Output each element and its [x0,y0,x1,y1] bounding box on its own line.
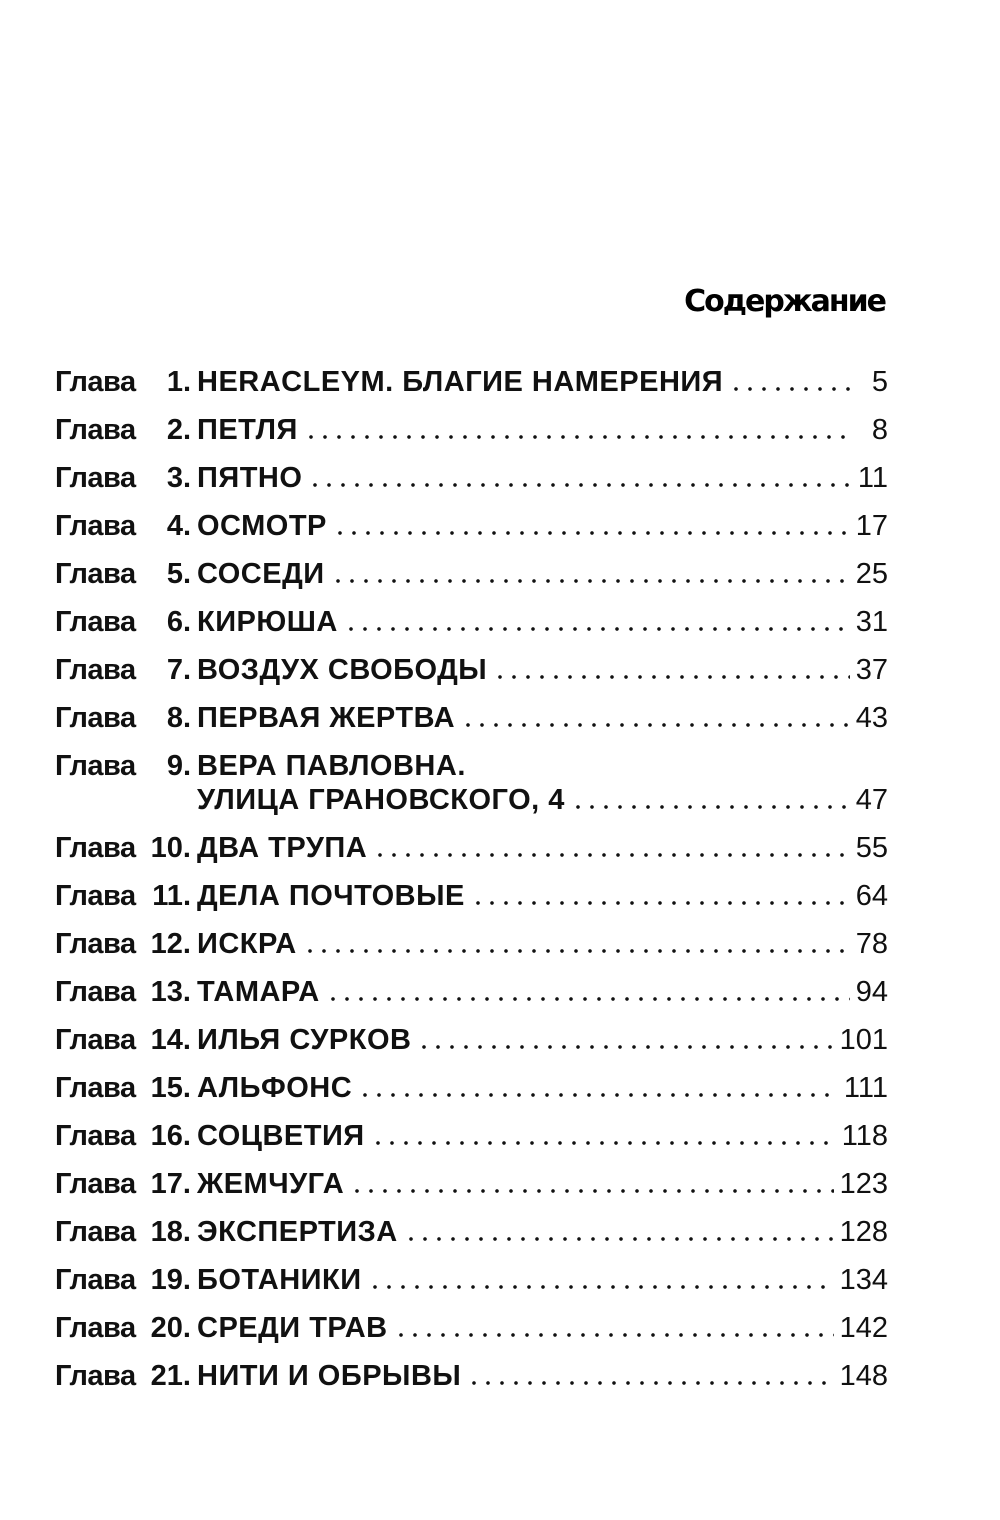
dot-leader [417,1045,833,1049]
chapter-label: Глава [55,414,136,446]
chapter-title: ЭКСПЕРТИЗА [197,1216,398,1248]
chapter-label: Глава [55,1264,136,1296]
dot-leader [333,531,850,535]
chapter-number: 11. [152,880,191,912]
chapter-label: Глава [55,510,136,542]
page-number: 8 [871,414,888,446]
chapter-number: 3. [166,462,191,494]
dot-leader [729,387,852,391]
dot-leader [404,1237,834,1241]
chapter-label: Глава [55,750,136,782]
page-number: 123 [839,1168,888,1200]
chapter-label: Глава [55,366,136,398]
chapter-title: ТАМАРА [197,976,320,1008]
chapter-label: Глава [55,1072,136,1104]
chapter-number: 7. [166,654,191,686]
dot-leader [371,1141,836,1145]
toc-entry [55,1072,888,1120]
chapter-title: ПЕРВАЯ ЖЕРТВА [197,702,456,734]
toc-entry [55,510,888,558]
dot-leader [344,627,850,631]
chapter-label: Глава [55,702,136,734]
chapter-label: Глава [55,1168,136,1200]
chapter-number: 14. [150,1024,191,1056]
page-number: 47 [855,784,888,816]
dot-leader [467,1381,833,1385]
page-number: 134 [839,1264,888,1296]
chapter-label: Глава [55,654,136,686]
chapter-number: 2. [166,414,191,446]
chapter-number: 17. [150,1168,191,1200]
chapter-title: ОСМОТР [197,510,327,542]
chapter-label: Глава [55,606,136,638]
chapter-label: Глава [55,1120,136,1152]
page-title: Содержание [684,284,885,319]
page-number: 5 [871,366,888,398]
chapter-title: ПЯТНО [197,462,303,494]
chapter-number: 12. [150,928,191,960]
toc-entry [55,1312,888,1360]
chapter-title: ЖЕМЧУГА [197,1168,345,1200]
toc-entry [55,558,888,606]
page-number: 101 [839,1024,888,1056]
chapter-title: ДВА ТРУПА [197,832,368,864]
chapter-label: Глава [55,1360,136,1392]
toc-entry [55,750,888,832]
chapter-label: Глава [55,880,136,912]
page-number: 111 [843,1072,888,1104]
chapter-title: НИТИ И ОБРЫВЫ [197,1360,462,1392]
dot-leader [394,1333,834,1337]
chapter-title: ВОЗДУХ СВОБОДЫ [197,654,488,686]
toc-entry [55,928,888,976]
toc-entry [55,1024,888,1072]
toc-entry [55,880,888,928]
chapter-number: 4. [166,510,191,542]
dot-leader [493,675,850,679]
chapter-title: ДЕЛА ПОЧТОВЫЕ [197,880,465,912]
dot-leader [373,853,850,857]
dot-leader [308,483,851,487]
chapter-label: Глава [55,1216,136,1248]
page-number: 11 [857,462,888,494]
page-number: 118 [841,1120,888,1152]
chapter-title-line2: УЛИЦА ГРАНОВСКОГО, 4 [197,784,565,816]
chapter-label: Глава [55,558,136,590]
chapter-number: 21. [150,1360,191,1392]
chapter-label: Глава [55,832,136,864]
chapter-number: 6. [166,606,191,638]
chapter-label: Глава [55,1312,136,1344]
page-number: 37 [855,654,888,686]
chapter-label: Глава [55,976,136,1008]
page-number: 55 [855,832,888,864]
dot-leader [350,1189,833,1193]
toc-entry [55,1216,888,1264]
dot-leader [358,1093,838,1097]
page-number: 31 [855,606,888,638]
chapter-number: 18. [150,1216,191,1248]
page-number: 142 [839,1312,888,1344]
chapter-title: ВЕРА ПАВЛОВНА. [197,750,466,782]
chapter-number: 13. [150,976,191,1008]
chapter-title: БОТАНИКИ [197,1264,362,1296]
dot-leader [571,805,850,809]
toc-entry [55,462,888,510]
toc-entry [55,366,888,414]
chapter-title: СОЦВЕТИЯ [197,1120,365,1152]
page-number: 64 [855,880,888,912]
chapter-title: ИСКРА [197,928,297,960]
chapter-label: Глава [55,928,136,960]
page-number: 25 [855,558,888,590]
dot-leader [331,579,850,583]
page-number: 43 [855,702,888,734]
page-number: 148 [839,1360,888,1392]
toc-entry [55,1120,888,1168]
dot-leader [368,1285,834,1289]
chapter-label: Глава [55,462,136,494]
dot-leader [461,723,850,727]
toc-entry [55,832,888,880]
dot-leader [303,949,850,953]
page-number: 17 [855,510,888,542]
chapter-title: СОСЕДИ [197,558,325,590]
toc-entry [55,976,888,1024]
toc-entry [55,1264,888,1312]
chapter-title: СРЕДИ ТРАВ [197,1312,388,1344]
chapter-title: КИРЮША [197,606,338,638]
toc-entry [55,702,888,750]
dot-leader [326,997,850,1001]
dot-leader [304,435,852,439]
chapter-number: 15. [150,1072,191,1104]
chapter-title: АЛЬФОНС [197,1072,353,1104]
chapter-title: ИЛЬЯ СУРКОВ [197,1024,412,1056]
chapter-number: 10. [150,832,191,864]
toc-entry [55,606,888,654]
chapter-number: 19. [150,1264,191,1296]
chapter-number: 1. [166,366,191,398]
table-of-contents [55,366,888,1408]
toc-entry [55,1168,888,1216]
page-number: 128 [839,1216,888,1248]
chapter-title: HERACLEYM. БЛАГИЕ НАМЕРЕНИЯ [197,366,724,398]
dot-leader [471,901,850,905]
chapter-number: 5. [166,558,191,590]
page-number: 78 [855,928,888,960]
chapter-number: 8. [166,702,191,734]
chapter-label: Глава [55,1024,136,1056]
chapter-number: 9. [166,750,191,782]
toc-entry [55,414,888,462]
chapter-title: ПЕТЛЯ [197,414,298,446]
toc-entry [55,1360,888,1408]
chapter-number: 20. [150,1312,191,1344]
toc-entry [55,654,888,702]
page-number: 94 [855,976,888,1008]
chapter-number: 16. [150,1120,191,1152]
